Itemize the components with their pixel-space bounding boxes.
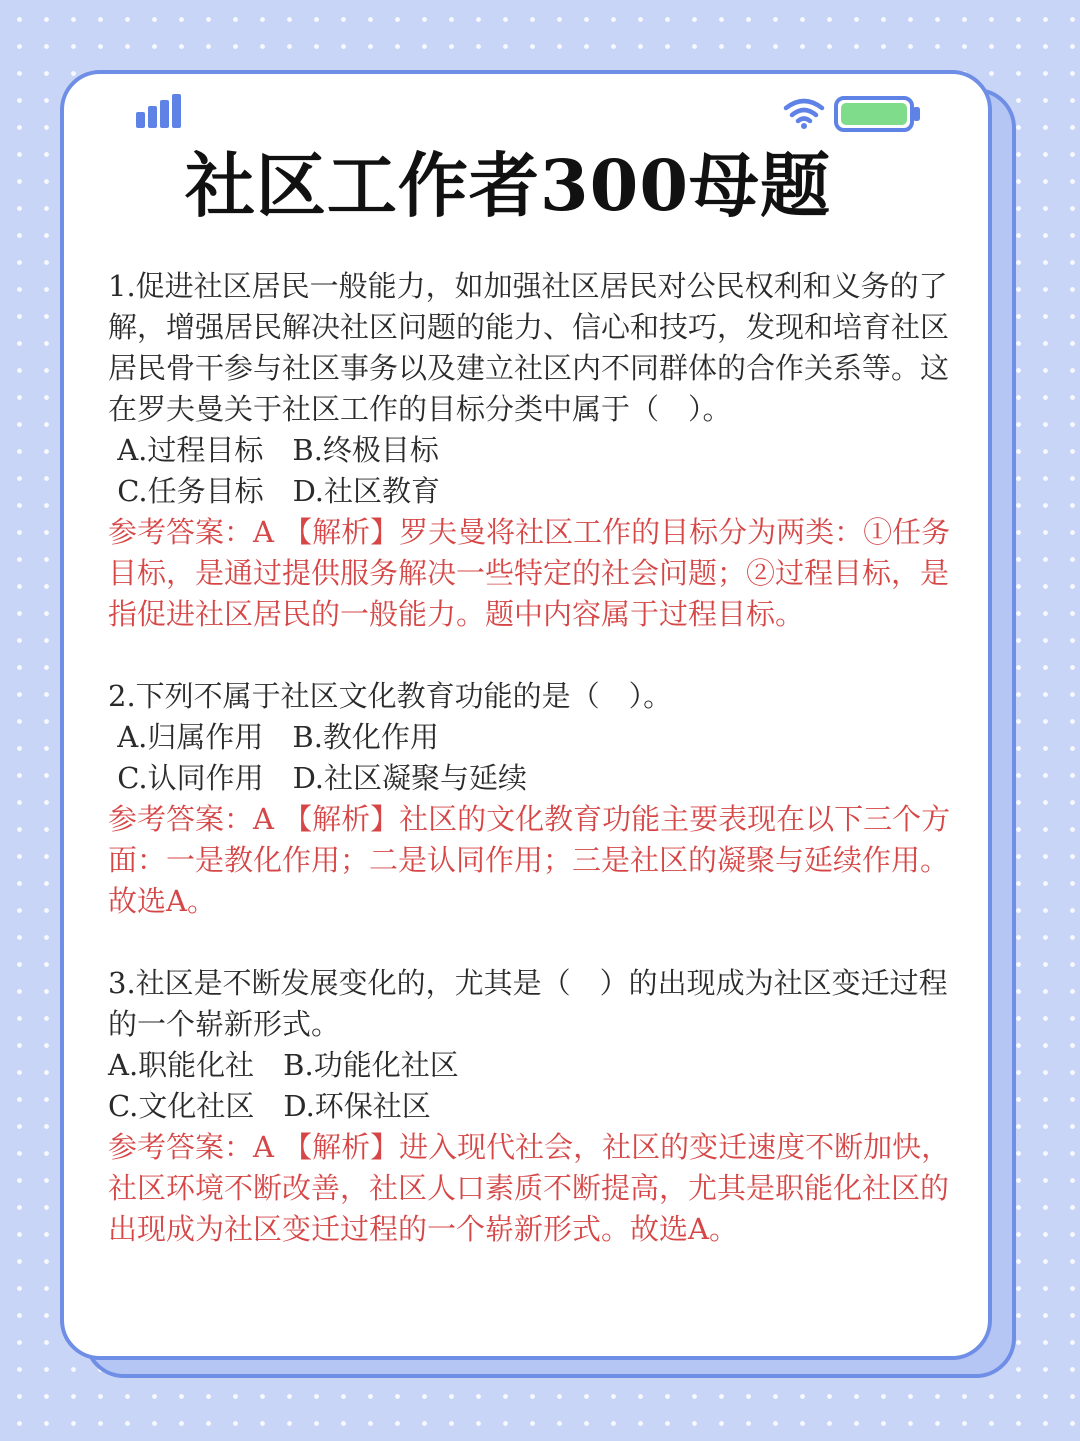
answer-explanation: 参考答案：A 【解析】社区的文化教育功能主要表现在以下三个方面：一是教化作用；二是认同作用；三是社区的凝聚与延续作用。故选A。 xyxy=(108,802,951,918)
wifi-icon xyxy=(782,96,826,130)
options-line: A.归属作用 B.教化作用 xyxy=(108,720,439,754)
options-line: C.文化社区 D.环保社区 xyxy=(108,1089,431,1123)
question-1 xyxy=(108,266,960,635)
answer-explanation: 参考答案：A 【解析】罗夫曼将社区工作的目标分为两类：①任务目标，是通过提供服务解决一些特定的社会问题；②过程目标，是指促进社区居民的一般能力。题中内容属于过程目标。 xyxy=(108,515,951,631)
question-text: 1.促进社区居民一般能力，如加强社区居民对公民权利和义务的了解，增强居民解决社区问题的能力、信心和技巧，发现和培育社区居民骨干参与社区事务以及建立社区内不同群体的合作关系等。这在罗夫曼关于社区工作的目标分类中属于（ ）。 xyxy=(108,269,950,426)
options-line: C.任务目标 D.社区教育 xyxy=(108,474,441,508)
signal-icon xyxy=(135,92,183,130)
question-2 xyxy=(108,676,960,922)
battery-icon xyxy=(834,96,922,132)
question-text: 2.下列不属于社区文化教育功能的是（ ）。 xyxy=(108,679,673,713)
options-line: A.过程目标 B.终极目标 xyxy=(108,433,439,467)
options-line: A.职能化社 B.功能化社区 xyxy=(108,1048,459,1082)
answer-explanation: 参考答案：A 【解析】进入现代社会，社区的变迁速度不断加快，社区环境不断改善，社区人口素质不断提高，尤其是职能化社区的出现成为社区变迁过程的一个崭新形式。故选A。 xyxy=(108,1130,951,1246)
page-title: 社区工作者300母题 xyxy=(184,144,832,227)
question-list xyxy=(108,266,960,1291)
options-line: C.认同作用 D.社区凝聚与延续 xyxy=(108,761,528,795)
question-3 xyxy=(108,963,960,1250)
question-text: 3.社区是不断发展变化的，尤其是（ ）的出现成为社区变迁过程的一个崭新形式。 xyxy=(108,966,948,1041)
